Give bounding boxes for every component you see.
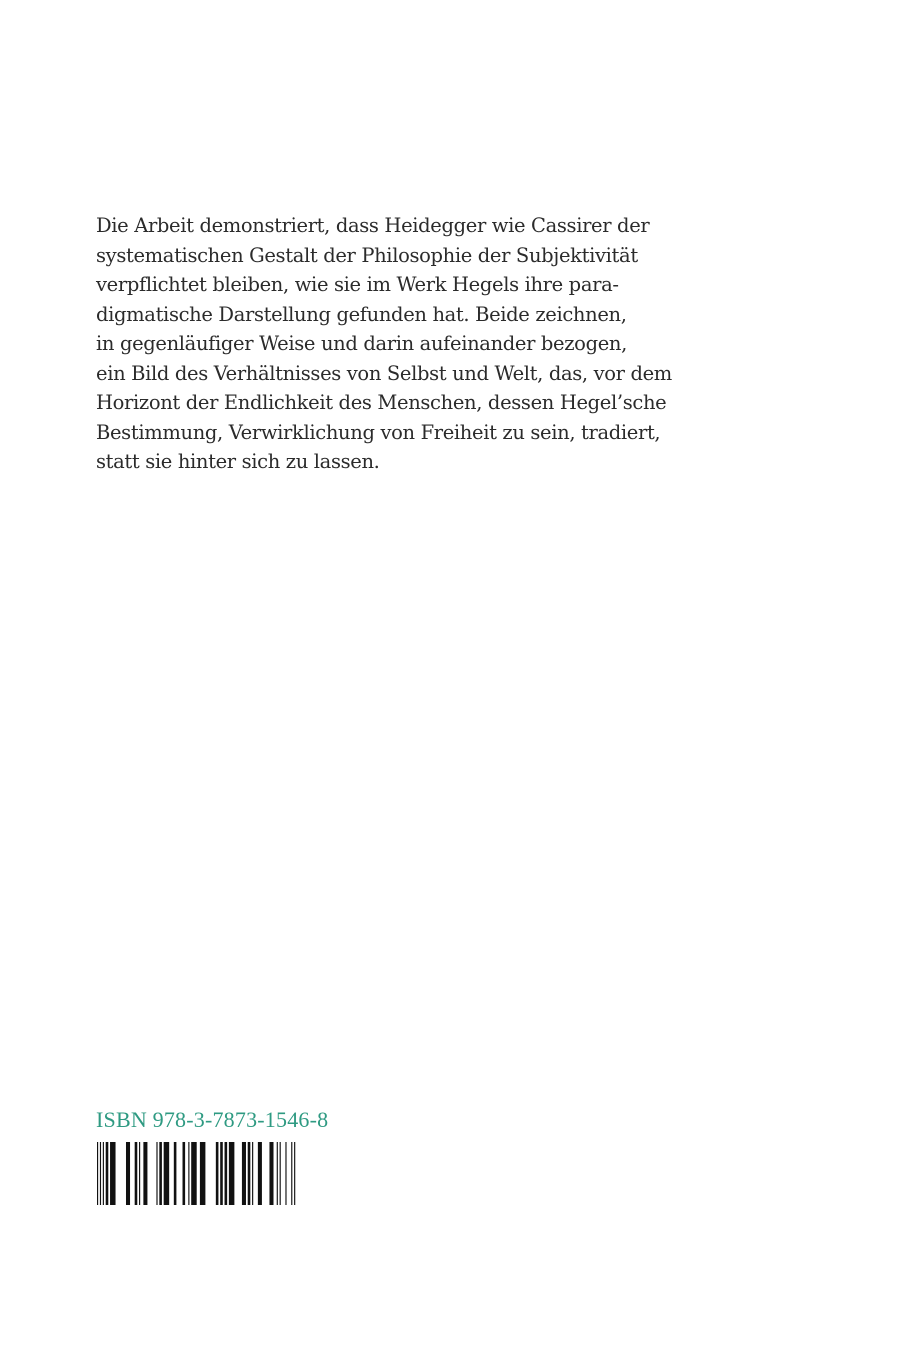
- barcode-bar: [258, 1142, 262, 1205]
- blurb-line: digmatische Darstellung gefunden hat. Beide zeichnen,: [96, 302, 627, 326]
- barcode-bar: [200, 1142, 206, 1205]
- barcode-bar: [220, 1142, 223, 1205]
- barcode-bar: [252, 1142, 253, 1205]
- barcode-bar: [174, 1142, 177, 1205]
- blurb-line: in gegenläufiger Weise und darin aufeinander bezogen,: [96, 332, 627, 355]
- barcode-bar: [191, 1142, 197, 1205]
- barcode-bar: [291, 1142, 292, 1205]
- barcode-bar: [277, 1142, 278, 1205]
- barcode-bar: [285, 1142, 286, 1205]
- barcode-bar: [135, 1142, 138, 1205]
- barcode-bar: [159, 1142, 162, 1205]
- barcode-bar: [143, 1142, 147, 1205]
- barcode-bar: [216, 1142, 219, 1205]
- blurb-line: Die Arbeit demonstriert, dass Heidegger wie Cassirer der: [96, 214, 650, 237]
- barcode-bar: [110, 1142, 116, 1205]
- barcode-bar: [103, 1142, 104, 1205]
- barcode-bar: [97, 1142, 98, 1205]
- barcode-bar: [126, 1142, 130, 1205]
- blurb-line: verpflichtet bleiben, wie sie im Werk Hegels ihre para-: [96, 273, 619, 296]
- barcode-bar: [280, 1142, 281, 1205]
- barcode-bar: [229, 1142, 235, 1205]
- barcode-bar: [183, 1142, 186, 1205]
- isbn-number: ISBN 978-3-7873-1546-8: [96, 1107, 329, 1132]
- blurb-text: [96, 211, 672, 477]
- blurb-line: systematischen Gestalt der Philosophie der Subjektivität: [96, 243, 638, 267]
- barcode-image: [96, 1142, 298, 1205]
- isbn-block: [96, 1107, 329, 1205]
- blurb-line: ein Bild des Verhältnisses von Selbst und Welt, das, vor dem: [96, 361, 672, 385]
- barcode-bar: [106, 1142, 109, 1205]
- barcode-bar: [242, 1142, 246, 1205]
- barcode-bar: [164, 1142, 170, 1205]
- barcode-bar: [248, 1142, 251, 1205]
- barcode-bar: [269, 1142, 273, 1205]
- barcode-bar: [188, 1142, 189, 1205]
- barcode-bar: [225, 1142, 228, 1205]
- blurb-line: statt sie hinter sich zu lassen.: [96, 450, 380, 473]
- barcode-bar: [156, 1142, 157, 1205]
- barcode-bar: [294, 1142, 295, 1205]
- blurb-line: Bestimmung, Verwirklichung von Freiheit zu sein, tradiert,: [96, 420, 661, 444]
- blurb-line: Horizont der Endlichkeit des Menschen, dessen Hegel’sche: [96, 391, 667, 414]
- barcode-bar: [100, 1142, 101, 1205]
- barcode-bar: [139, 1142, 140, 1205]
